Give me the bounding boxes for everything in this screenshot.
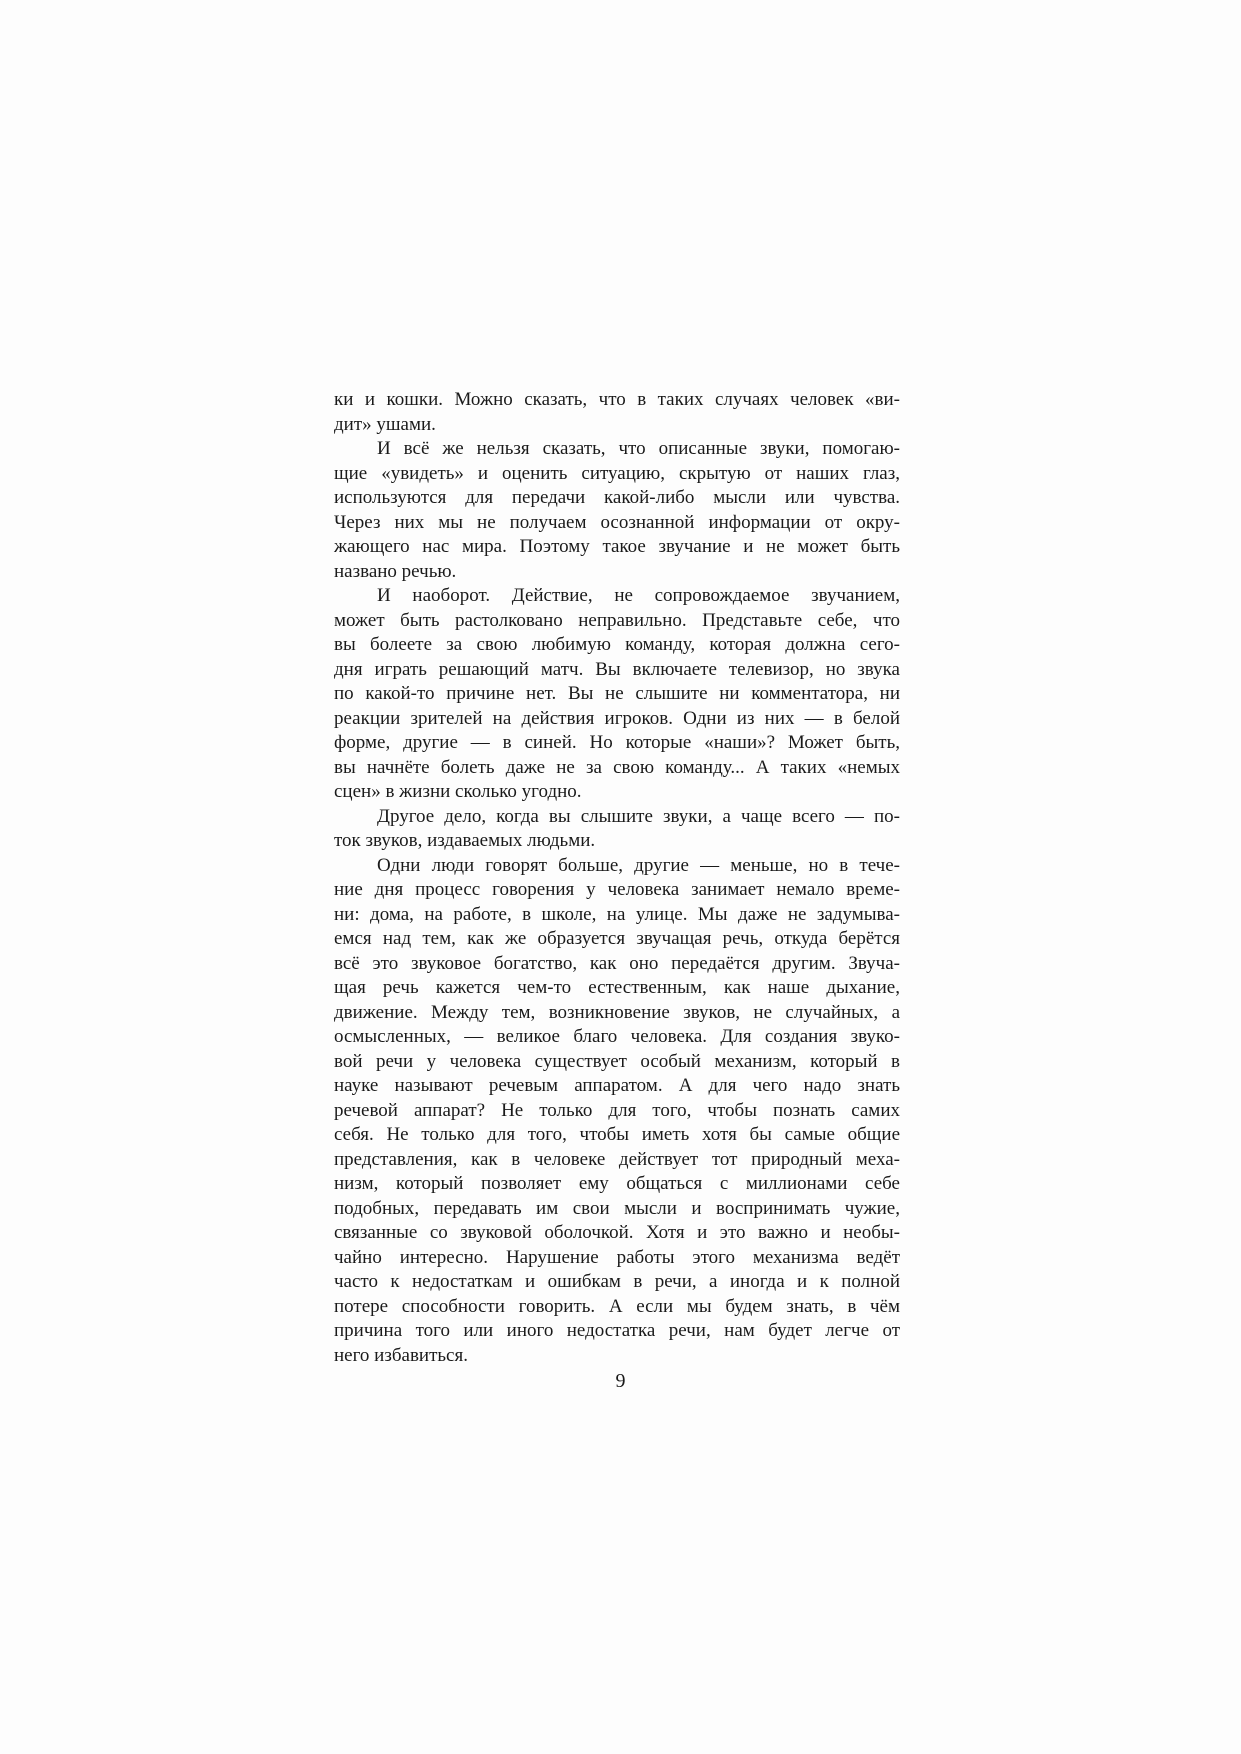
paragraph [334,805,900,854]
text-line: может быть растолковано неправильно. Представьте себе, что [334,609,900,631]
text-line: подобных, передавать им свои мысли и воспринимать чужие, [334,1197,900,1219]
paragraph [334,584,900,805]
text-line: названо речью. [334,560,457,582]
text-line: жающего нас мира. Поэтому такое звучание и не может быть [334,536,900,557]
text-line: реакции зрителей на действия игроков. Одни из них — в белой [334,707,900,729]
text-line: щие «увидеть» и оценить ситуацию, скрытую от наших глаз, [334,462,900,484]
text-line: низм, который позволяет ему общаться с миллионами себе [334,1173,900,1194]
text-line: вы начнёте болеть даже не за свою команду... А таких «немых [334,756,900,778]
text-line: потере способности говорить. А если мы будем знать, в чём [334,1295,900,1317]
text-line: дит» ушами. [334,413,436,435]
text-line: себя. Не только для того, чтобы иметь хотя бы самые общие [334,1124,900,1145]
text-line: движение. Между тем, возникновение звуков, не случайных, а [334,1001,900,1023]
text-line: И наоборот. Действие, не сопровождаемое звучанием, [377,585,900,606]
text-line: связанные со звуковой оболочкой. Хотя и это важно и необы- [334,1222,900,1243]
text-line: Одни люди говорят больше, другие — меньше, но в тече- [377,854,900,876]
text-line: сцен» в жизни сколько угодно. [334,781,582,802]
text-line: Через них мы не получаем осознанной информации от окру- [334,511,900,533]
body-text [334,388,900,1368]
text-line: ни: дома, на работе, в школе, на улице. Мы даже не задумыва- [334,903,900,925]
text-line: щая речь кажется чем-то естественным, как наше дыхание, [334,977,900,998]
text-line: часто к недостаткам и ошибкам в речи, а иногда и к полной [334,1271,900,1292]
text-line: емся над тем, как же образуется звучащая речь, откуда берётся [334,928,900,949]
text-line: используются для передачи какой-либо мысли или чувства. [334,487,900,508]
text-line: чайно интересно. Нарушение работы этого механизма ведёт [334,1246,900,1268]
text-line: вой речи у человека существует особый механизм, который в [334,1050,900,1072]
text-line: по какой-то причине нет. Вы не слышите ни комментатора, ни [334,683,900,704]
text-line: ние дня процесс говорения у человека занимает немало време- [334,879,900,900]
page-number: 9 [615,1370,626,1392]
text-line: представления, как в человеке действует тот природный меха- [334,1148,900,1170]
text-line: речевой аппарат? Не только для того, чтобы познать самих [334,1099,900,1121]
text-line: осмысленных, — великое благо человека. Для создания звуко- [334,1026,900,1047]
text-line: ки и кошки. Можно сказать, что в таких случаях человек «ви- [334,389,900,410]
text-line: причина того или иного недостатка речи, нам будет легче от [334,1320,900,1341]
text-line: дня играть решающий матч. Вы включаете телевизор, но звука [334,658,900,680]
text-line: ток звуков, издаваемых людьми. [334,830,596,851]
text-line: форме, другие — в синей. Но которые «наши»? Может быть, [334,732,900,753]
paragraph [334,388,900,437]
text-line: Другое дело, когда вы слышите звуки, а чаще всего — по- [377,805,900,827]
text-line: И всё же нельзя сказать, что описанные звуки, помогаю- [377,438,900,459]
text-line: него избавиться. [334,1344,468,1366]
text-line: всё это звуковое богатство, как оно передаётся другим. Звуча- [334,952,900,974]
paragraph [334,437,900,584]
paragraph [334,854,900,1369]
text-line: науке называют речевым аппаратом. А для чего надо знать [334,1075,900,1096]
text-line: вы болеете за свою любимую команду, которая должна сего- [334,634,900,655]
